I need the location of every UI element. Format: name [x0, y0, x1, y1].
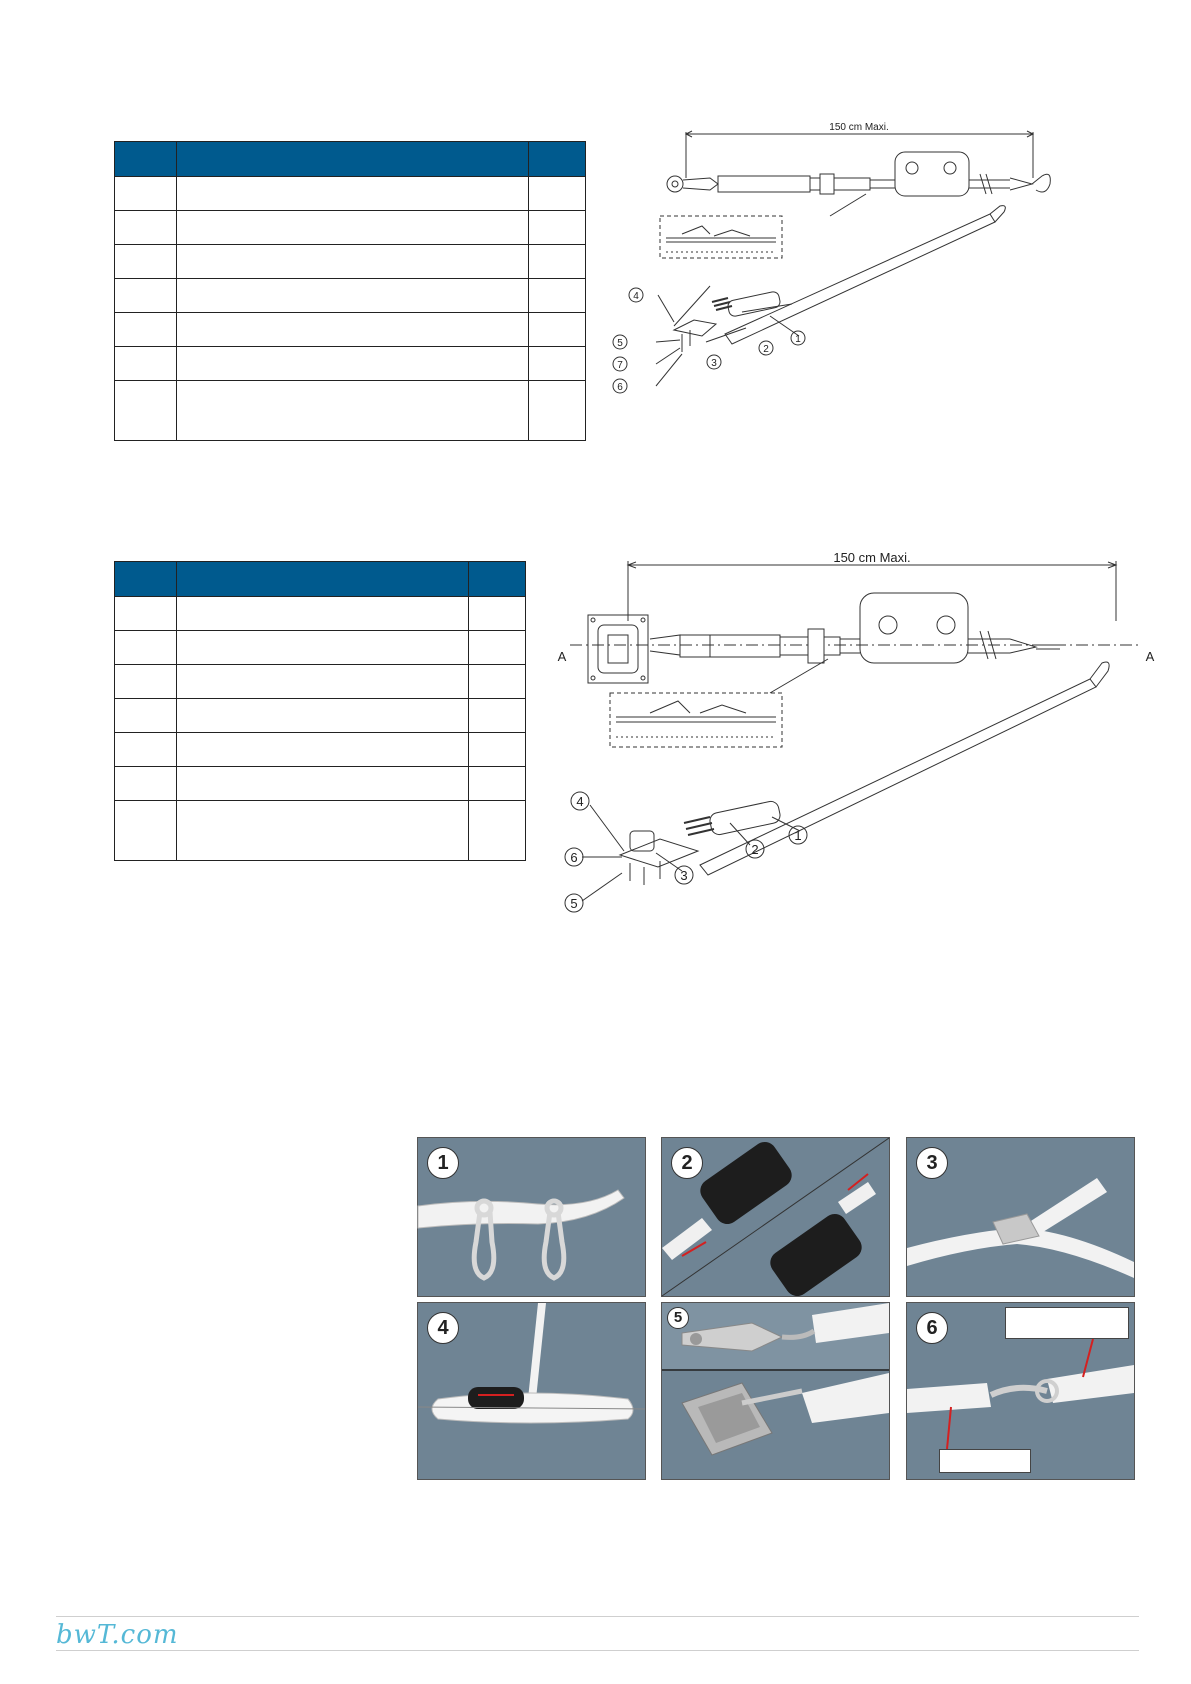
table-cell	[529, 347, 586, 381]
header-cell	[177, 142, 529, 177]
photo-step-4	[417, 1302, 646, 1480]
table-cell	[177, 733, 469, 767]
table-cell	[177, 177, 529, 211]
section-label-left: A	[557, 649, 567, 664]
photo-label-box	[939, 1449, 1031, 1473]
header-cell	[469, 562, 526, 597]
table-cell	[177, 597, 469, 631]
table-cell	[529, 381, 586, 441]
header-cell	[529, 142, 586, 177]
section-label-right: A	[1145, 649, 1155, 664]
table-row	[115, 665, 526, 699]
table-cell	[115, 347, 177, 381]
table-cell	[115, 177, 177, 211]
table-cell	[115, 631, 177, 665]
table-cell	[115, 279, 177, 313]
table-cell	[469, 631, 526, 665]
table-cell	[115, 733, 177, 767]
callout-1: 1	[794, 828, 802, 843]
table-cell	[115, 699, 177, 733]
callout-2: 2	[763, 344, 769, 355]
table-header-row	[115, 562, 526, 597]
table-cell	[115, 665, 177, 699]
table-cell	[177, 665, 469, 699]
callout-4: 4	[576, 794, 584, 809]
parts-table-2	[114, 561, 526, 861]
step-number-badge: 3	[916, 1147, 948, 1179]
footer-divider	[56, 1616, 1139, 1617]
table-cell	[115, 767, 177, 801]
table-cell	[529, 245, 586, 279]
table-cell	[177, 699, 469, 733]
header-cell	[115, 142, 177, 177]
photo-step-1	[417, 1137, 646, 1297]
table-cell	[177, 313, 529, 347]
table-row	[115, 801, 526, 861]
photo-step-5	[661, 1302, 890, 1480]
table-cell	[115, 313, 177, 347]
table-cell	[115, 245, 177, 279]
technical-drawing-1	[617, 118, 1100, 428]
table-cell	[115, 801, 177, 861]
parts-table-1	[114, 141, 586, 441]
header-cell	[115, 562, 177, 597]
callout-5: 5	[570, 896, 578, 911]
table-cell	[529, 279, 586, 313]
table-row	[115, 767, 526, 801]
callout-2: 2	[751, 842, 759, 857]
table-cell	[115, 381, 177, 441]
table-cell	[469, 801, 526, 861]
technical-drawing-2	[557, 550, 1160, 995]
step-number-badge: 4	[427, 1312, 459, 1344]
callout-3: 3	[711, 358, 717, 369]
table-row	[115, 177, 586, 211]
table-row	[115, 245, 586, 279]
dimension-label: 150 cm Maxi.	[833, 550, 911, 565]
table-row	[115, 699, 526, 733]
table-row	[115, 211, 586, 245]
step-number-badge: 2	[671, 1147, 703, 1179]
table-cell	[177, 245, 529, 279]
table-cell	[469, 665, 526, 699]
table-cell	[177, 801, 469, 861]
table-row	[115, 313, 586, 347]
table-cell	[469, 699, 526, 733]
table-row	[115, 597, 526, 631]
step-number-badge: 6	[916, 1312, 948, 1344]
table-row	[115, 733, 526, 767]
dimension-label: 150 cm Maxi.	[829, 122, 889, 133]
callout-5: 5	[617, 338, 623, 349]
table-cell	[177, 381, 529, 441]
callout-4: 4	[633, 291, 639, 302]
photo-step-2	[661, 1137, 890, 1297]
callout-3: 3	[680, 868, 688, 883]
step-number-badge: 5	[667, 1307, 689, 1329]
photo-step-3	[906, 1137, 1135, 1297]
table-cell	[177, 279, 529, 313]
company-logo[interactable]: bwT.com	[56, 1620, 179, 1650]
header-cell	[177, 562, 469, 597]
table-cell	[177, 631, 469, 665]
table-cell	[469, 733, 526, 767]
callout-6: 6	[617, 382, 623, 393]
table-cell	[469, 597, 526, 631]
table-cell	[529, 313, 586, 347]
step-number-badge: 1	[427, 1147, 459, 1179]
table-cell	[529, 177, 586, 211]
callout-7: 7	[617, 360, 623, 371]
table-cell	[177, 211, 529, 245]
callout-6: 6	[570, 850, 578, 865]
table-row	[115, 631, 526, 665]
table-cell	[469, 767, 526, 801]
table-row	[115, 381, 586, 441]
table-row	[115, 279, 586, 313]
table-row	[115, 347, 586, 381]
table-cell	[177, 347, 529, 381]
footer-divider	[56, 1650, 1139, 1651]
table-header-row	[115, 142, 586, 177]
table-cell	[115, 211, 177, 245]
table-cell	[529, 211, 586, 245]
table-cell	[177, 767, 469, 801]
photo-label-box	[1005, 1307, 1129, 1339]
table-cell	[115, 597, 177, 631]
photo-step-6	[906, 1302, 1135, 1480]
callout-1: 1	[795, 334, 801, 345]
